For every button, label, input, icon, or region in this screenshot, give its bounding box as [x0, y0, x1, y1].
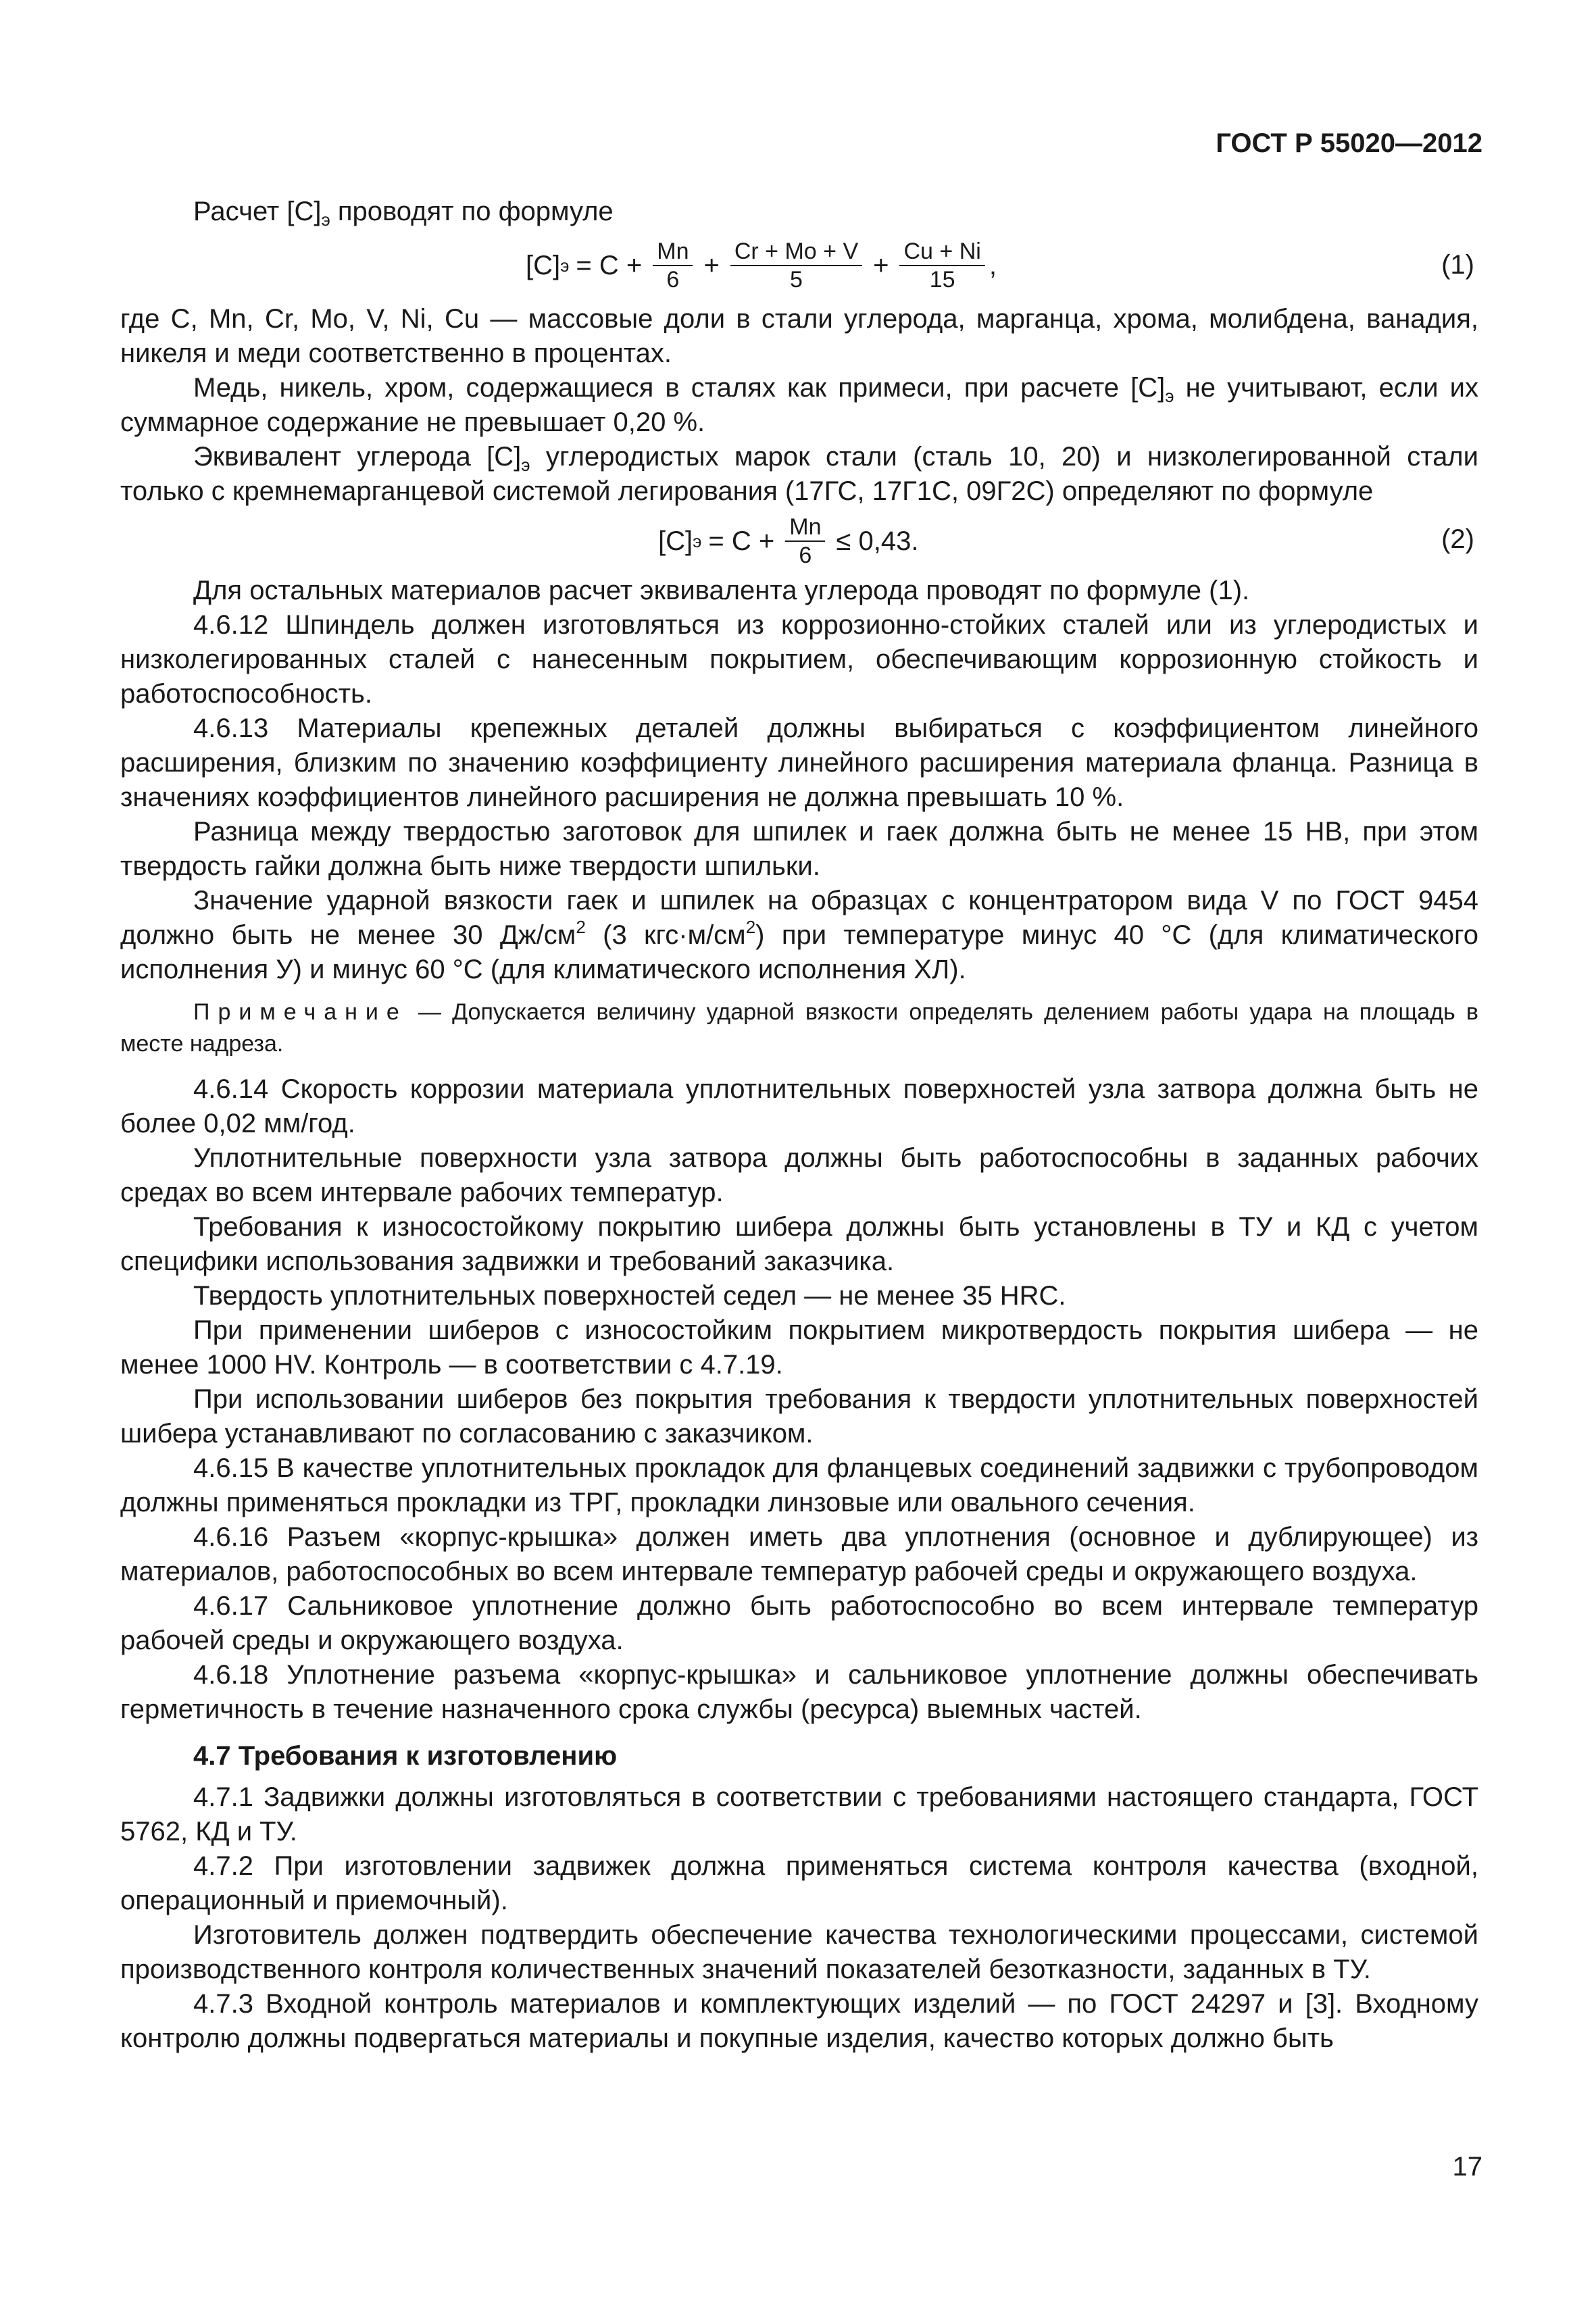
fraction-cu-ni: $\frac{Cu + Ni}{15}$ [899, 238, 984, 293]
fraction-mn-2: $\frac{Mn}{6}$ [785, 513, 825, 569]
note: Примечание — Допускается величину ударной вязкости определять делением работы удара на площадь в месте надреза. [120, 999, 1478, 1057]
paragraph-4-6-17: 4.6.17 Сальниковое уплотнение должно быть работоспособно во всем интервале температур рабочей среды и окружающего воздуха. [120, 1591, 1478, 1655]
paragraph-manufacturer: Изготовитель должен подтвердить обеспечение качества технологическими процессами, системой производственного контроля количественных значений показателей безотказности, заданных в ТУ. [120, 1920, 1478, 1984]
paragraph-carbon-equivalent: Эквивалент углерода $[C]_э$ углеродистых марок стали (сталь 10, 20) и низколегированной стали только с кремнемарганцевой системой легирования (17ГС, 17Г1С, 09Г2С) определяют по формуле [120, 442, 1478, 506]
paragraph-4-6-14: 4.6.14 Скорость коррозии материала уплотнительных поверхностей узла затвора должна быть не более 0,02 мм/год. [120, 1074, 1478, 1138]
paragraph-other-materials: Для остальных материалов расчет эквивалента углерода проводят по формуле (1). [193, 576, 1250, 605]
paragraph-microhardness: При применении шиберов с износостойким покрытием микротвердость покрытия шибера — не менее 1000 HV. Контроль — в соответствии с 4.7.19. [120, 1315, 1478, 1380]
section-heading-4-7: 4.7 Требования к изготовлению [193, 1741, 618, 1771]
paragraph-impurities: Медь, никель, хром, содержащиеся в сталях как примеси, при расчете $[C]_э$ не учитывают, если их суммарное содержание не превышает 0,20 %. [120, 373, 1478, 437]
paragraph-4-7-3: 4.7.3 Входной контроль материалов и комплектующих изделий — по ГОСТ 24297 и [3]. Входному контролю должны подвергаться материалы и покупные изделия, качество которых должно быть [120, 1989, 1478, 2053]
document-body [120, 195, 1478, 2056]
formula-number-1: (1) [1441, 250, 1474, 280]
paragraph-where: где C, Mn, Cr, Mo, V, Ni, Cu — массовые доли в стали углерода, марганца, хрома, молибдена, ванадия, никеля и меди соответственно в процентах. [120, 304, 1478, 368]
fraction-mn: $\frac{Mn}{6}$ [653, 238, 693, 293]
formula-number-2: (2) [1441, 524, 1474, 554]
paragraph-4-6-12: 4.6.12 Шпиндель должен изготовляться из коррозионно-стойких сталей или из углеродистых и низколегированных сталей с нанесенным покрытием, обеспечивающим коррозионную стойкость и работоспособность. [120, 610, 1478, 709]
paragraph-hardness: Разница между твердостью заготовок для шпилек и гаек должна быть не менее 15 НВ, при этом твердость гайки должна быть ниже твердости шпильки. [120, 817, 1478, 881]
fraction-cr-mo-v: $\frac{Cr + Mo + V}{5}$ [730, 238, 862, 293]
paragraph-4-6-15: 4.6.15 В качестве уплотнительных прокладок для фланцевых соединений задвижки с трубопроводом должны применяться прокладки из ТРГ, прокладки линзовые или овального сечения. [120, 1453, 1478, 1517]
formula-2: [C] э = C + $\frac{Mn}{6}$ ≤ 0,43. (2) [658, 514, 1474, 568]
paragraph-4-6-18: 4.6.18 Уплотнение разъема «корпус-крышка» и сальниковое уплотнение должны обеспечивать герметичность в течение назначенного срока службы (ресурса) выемных частей. [120, 1660, 1478, 1724]
paragraph-impact-toughness: Значение ударной вязкости гаек и шпилек на образцах с концентратором вида V по ГОСТ 9454 должно быть не менее 30 $Дж/см^2$ (3 $кгс\cdot м/см^2$) при температуре минус 40 °С (для климатического исполнения У) и минус 60 °С (для климатического исполнения ХЛ). [120, 886, 1479, 984]
document-header: ГОСТ Р 55020—2012 [1216, 128, 1482, 158]
paragraph-4-6-16: 4.6.16 Разъем «корпус-крышка» должен иметь два уплотнения (основное и дублирующее) из материалов, работоспособных во всем интервале температур рабочей среды и окружающего воздуха. [120, 1522, 1478, 1586]
paragraph-4-7-1: 4.7.1 Задвижки должны изготовляться в соответствии с требованиями настоящего стандарта, ГОСТ 5762, КД и ТУ. [120, 1782, 1478, 1846]
formula-1: [C] э = C + $\frac{Mn}{6}$ + $\frac{Cr + Mo + V}{5}$ + $\frac{Cu + Ni}{15}$ , (1) [526, 238, 1474, 293]
paragraph-sealing-surfaces: Уплотнительные поверхности узла затвора должны быть работоспособны в заданных рабочих средах во всем интервале рабочих температур. [120, 1143, 1478, 1207]
note-label: Примечание [193, 999, 407, 1025]
paragraph-seat-hardness: Твердость уплотнительных поверхностей седел — не менее 35 HRC. [193, 1281, 1066, 1311]
page-number: 17 [1452, 2152, 1482, 2182]
paragraph-4-7-2: 4.7.2 При изготовлении задвижек должна применяться система контроля качества (входной, операционный и приемочный). [120, 1851, 1478, 1915]
paragraph-wear-coating: Требования к износостойкому покрытию шибера должны быть установлены в ТУ и КД с учетом специфики использования задвижки и требований заказчика. [120, 1212, 1478, 1276]
paragraph-formula-intro: Расчет $[C]_э$ проводят по формуле [193, 197, 614, 230]
paragraph-uncoated-gates: При использовании шиберов без покрытия требования к твердости уплотнительных поверхностей шибера устанавливают по согласованию с заказчиком. [120, 1384, 1478, 1449]
paragraph-4-6-13: 4.6.13 Материалы крепежных деталей должны выбираться с коэффициентом линейного расширения, близким по значению коэффициенту линейного расширения материала фланца. Разница в значениях коэффициентов линейного расширения не должна превышать 10 %. [120, 713, 1478, 812]
